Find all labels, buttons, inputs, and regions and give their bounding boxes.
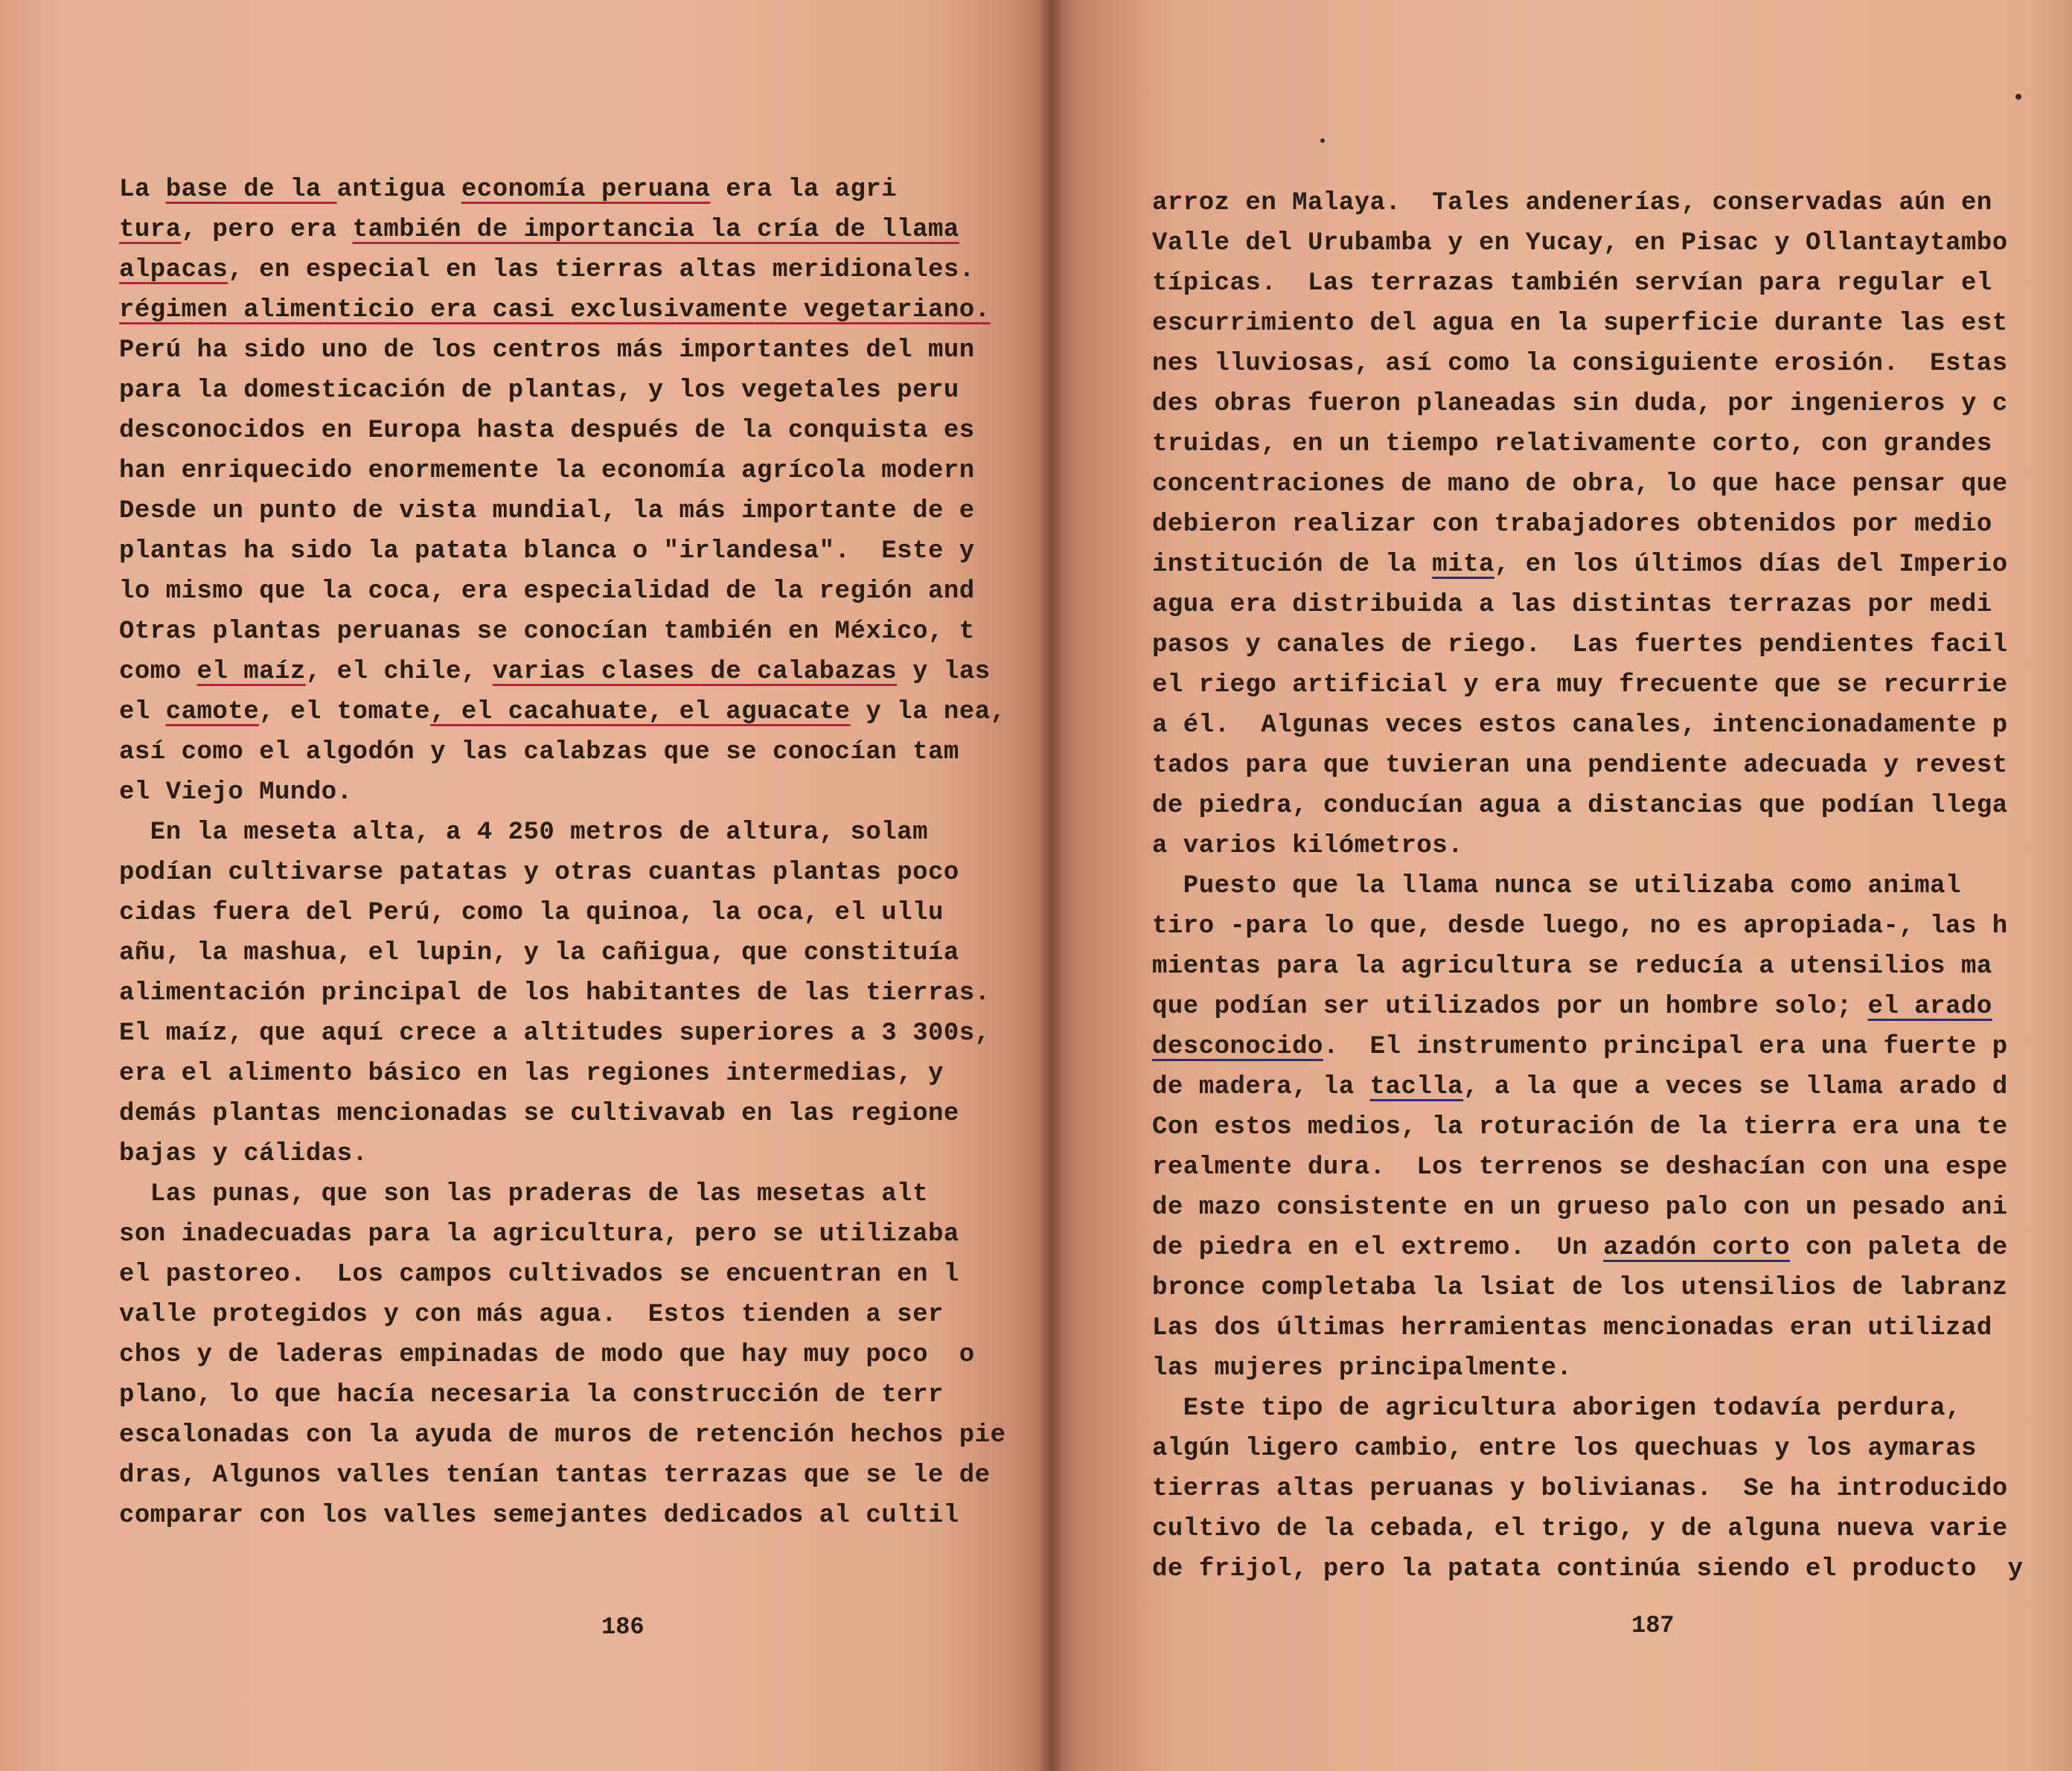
text-run: El maíz, que aquí crece a altitudes superiores a 3 300s,: [119, 1019, 991, 1048]
text-run: des obras fueron planeadas sin duda, por ingenieros y c: [1152, 390, 2008, 418]
text-run: el pastoreo. Los campos cultivados se encuentran en l: [119, 1261, 959, 1289]
text-line: [119, 652, 1035, 692]
text-line: [119, 973, 1035, 1013]
text-line: [119, 571, 1035, 612]
text-run: dras, Algunos valles tenían tantas terrazas que se le de: [119, 1461, 991, 1490]
text-line: [1152, 705, 2072, 746]
text-run: y la nea,: [850, 698, 1006, 726]
text-line: [1152, 344, 2072, 384]
text-line: [119, 933, 1035, 973]
text-line: [1152, 263, 2072, 304]
underlined-phrase: desconocido: [1152, 1033, 1323, 1061]
text-line: [1152, 786, 2072, 826]
underlined-phrase: mita: [1432, 551, 1494, 579]
text-line: [119, 1054, 1035, 1094]
text-run: agua era distribuida a las distintas terrazas por medi: [1152, 591, 1992, 619]
text-line: [1152, 987, 2072, 1027]
underlined-phrase: economía peruana: [461, 176, 711, 204]
text-run: algún ligero cambio, entre los quechuas y los aymaras: [1152, 1435, 1977, 1463]
text-run: que podían ser utilizados por un hombre solo;: [1152, 993, 1868, 1021]
text-line: [1152, 1188, 2072, 1228]
text-run: comparar con los valles semejantes dedicados al cultil: [119, 1502, 959, 1530]
text-line: [119, 451, 1035, 491]
underlined-phrase: también de importancia la cría de llama: [352, 216, 959, 244]
text-run: mientas para la agricultura se reducía a utensilios ma: [1152, 952, 1992, 981]
text-run: tiro -para lo que, desde luego, no es apropiada-, las h: [1152, 912, 2008, 941]
text-line: [119, 1174, 1035, 1214]
text-run: La: [119, 176, 166, 204]
text-run: Valle del Urubamba y en Yucay, en Pisac y Ollantaytambo: [1152, 229, 2008, 257]
text-line: [1152, 1228, 2072, 1268]
text-run: bronce completaba la lsiat de los utensilios de labranz: [1152, 1274, 2008, 1302]
text-run: concentraciones de mano de obra, lo que hace pensar que: [1152, 470, 2008, 499]
text-line: [1152, 625, 2072, 665]
text-run: lo mismo que la coca, era especialidad de la región and: [119, 577, 975, 606]
text-line: [1152, 1027, 2072, 1067]
text-run: el Viejo Mundo.: [119, 778, 353, 807]
text-run: arroz en Malaya. Tales andenerías, conservadas aún en: [1152, 189, 1992, 217]
underlined-phrase: varias clases de calabazas: [492, 658, 898, 686]
text-run: de mazo consistente en un grueso palo con un pesado ani: [1152, 1194, 2008, 1222]
text-line: [1152, 1389, 2072, 1429]
text-run: Las dos últimas herramientas mencionadas eran utilizad: [1152, 1314, 1992, 1342]
text-run: , el tomate: [259, 698, 431, 726]
text-line: [119, 531, 1035, 571]
text-run: pasos y canales de riego. Las fuertes pendientes facil: [1152, 631, 2008, 659]
text-run: de piedra en el extremo. Un: [1152, 1234, 1604, 1262]
text-line: [119, 411, 1035, 451]
text-line: [1152, 1107, 2072, 1147]
text-line: [1152, 665, 2072, 705]
text-run: escalonadas con la ayuda de muros de retención hechos pie: [119, 1421, 1006, 1450]
text-run: el riego artificial y era muy frecuente que se recurrie: [1152, 671, 2008, 699]
text-line: [119, 732, 1035, 772]
text-line: [1152, 826, 2072, 866]
text-line: [1152, 223, 2072, 263]
text-run: cidas fuera del Perú, como la quinoa, la oca, el ullu: [119, 899, 944, 927]
text-line: [1152, 1469, 2072, 1509]
text-run: cultivo de la cebada, el trigo, y de alguna nueva varie: [1152, 1515, 2008, 1543]
text-line: [119, 1455, 1035, 1496]
text-run: Otras plantas peruanas se conocían también en México, t: [119, 618, 975, 646]
ink-speck: [2015, 94, 2021, 100]
text-run: , el chile,: [305, 658, 493, 686]
text-line: [119, 1335, 1035, 1375]
text-line: [119, 210, 1035, 250]
text-line: [1152, 384, 2072, 424]
text-line: [1152, 906, 2072, 947]
underlined-phrase: el arado: [1867, 993, 1992, 1021]
text-run: , a la que a veces se llama arado d: [1463, 1073, 2008, 1101]
underlined-phrase: régimen alimenticio era casi exclusivamente vegetariano.: [119, 296, 991, 324]
text-run: En la meseta alta, a 4 250 metros de altura, solam: [119, 819, 928, 847]
text-line: [119, 813, 1035, 853]
text-run: y las: [897, 658, 991, 686]
text-run: como: [119, 658, 197, 686]
text-line: [119, 1013, 1035, 1054]
text-line: [119, 1214, 1035, 1255]
underlined-phrase: camote: [165, 698, 260, 726]
text-line: [119, 1496, 1035, 1536]
text-run: , en los últimos días del Imperio: [1494, 551, 2008, 579]
text-run: de frijol, pero la patata continúa siendo el producto y: [1152, 1555, 2024, 1583]
text-run: Perú ha sido uno de los centros más importantes del mun: [119, 336, 975, 365]
text-run: así como el algodón y las calabzas que se conocían tam: [119, 738, 959, 766]
text-run: antigua: [336, 176, 461, 204]
text-run: plano, lo que hacía necesaria la construcción de terr: [119, 1381, 944, 1409]
text-run: típicas. Las terrazas también servían para regular el: [1152, 269, 1992, 298]
text-run: de piedra, conducían agua a distancias que podían llega: [1152, 792, 2008, 820]
text-line: [1152, 424, 2072, 464]
text-line: [1152, 1268, 2072, 1308]
text-line: [1152, 746, 2072, 786]
text-line: [119, 330, 1035, 371]
text-run: plantas ha sido la patata blanca o "irlandesa". Este y: [119, 537, 975, 566]
right-page-number: 187: [1631, 1612, 1675, 1639]
text-line: [1152, 947, 2072, 987]
text-run: , en especial en las tierras altas meridionales.: [228, 256, 975, 284]
ink-speck: [1320, 138, 1325, 143]
text-run: truidas, en un tiempo relativamente corto, con grandes: [1152, 430, 1992, 458]
text-run: de madera, la: [1152, 1073, 1370, 1101]
text-line: [119, 170, 1035, 210]
text-line: [1152, 505, 2072, 545]
text-run: con paleta de: [1790, 1234, 2008, 1262]
text-line: [119, 250, 1035, 290]
text-line: [1152, 464, 2072, 505]
text-run: era el alimento básico en las regiones intermedias, y: [119, 1060, 944, 1088]
underlined-phrase: , el cacahuate, el aguacate: [430, 698, 851, 726]
text-line: [1152, 585, 2072, 625]
text-line: [119, 772, 1035, 813]
text-run: escurrimiento del agua en la superficie durante las est: [1152, 310, 2008, 338]
text-run: demás plantas mencionadas se cultivavab en las regione: [119, 1100, 959, 1128]
underlined-phrase: azadón corto: [1603, 1234, 1791, 1262]
text-line: [119, 1295, 1035, 1335]
text-line: [119, 692, 1035, 732]
right-page: [1051, 0, 2072, 1771]
text-run: alimentación principal de los habitantes de las tierras.: [119, 979, 991, 1008]
text-run: realmente dura. Los terrenos se deshacían con una espe: [1152, 1153, 2008, 1182]
text-line: [1152, 545, 2072, 585]
book-gutter: [1039, 0, 1063, 1771]
text-run: . El instrumento principal era una fuerte p: [1323, 1033, 2008, 1061]
text-line: [1152, 1509, 2072, 1549]
text-run: debieron realizar con trabajadores obtenidos por medio: [1152, 510, 1992, 539]
text-run: podían cultivarse patatas y otras cuantas plantas poco: [119, 859, 959, 887]
text-line: [119, 1415, 1035, 1455]
text-line: [119, 1255, 1035, 1295]
text-run: para la domesticación de plantas, y los vegetales peru: [119, 377, 959, 405]
underlined-phrase: tura: [119, 216, 182, 244]
left-page-number: 186: [601, 1613, 645, 1641]
text-line: [119, 290, 1035, 330]
text-run: Las punas, que son las praderas de las mesetas alt: [119, 1180, 928, 1208]
underlined-phrase: taclla: [1369, 1073, 1464, 1101]
text-run: añu, la mashua, el lupin, y la cañigua, que constituía: [119, 939, 959, 967]
text-run: Desde un punto de vista mundial, la más importante de e: [119, 497, 975, 525]
text-line: [1152, 304, 2072, 344]
underlined-phrase: alpacas: [119, 256, 228, 284]
text-line: [119, 1094, 1035, 1134]
text-run: son inadecuadas para la agricultura, pero se utilizaba: [119, 1220, 959, 1249]
left-page-body: [119, 170, 1035, 1536]
text-run: institución de la: [1152, 551, 1433, 579]
text-run: Con estos medios, la roturación de la tierra era una te: [1152, 1113, 2008, 1141]
text-run: a varios kilómetros.: [1152, 832, 1464, 860]
text-run: Este tipo de agricultura aborigen todavía perdura,: [1152, 1394, 1961, 1423]
text-line: [119, 893, 1035, 933]
text-line: [1152, 1348, 2072, 1389]
text-run: chos y de laderas empinadas de modo que hay muy poco o: [119, 1341, 975, 1369]
text-line: [1152, 866, 2072, 906]
text-line: [1152, 183, 2072, 223]
text-line: [119, 1375, 1035, 1415]
text-run: las mujeres principalmente.: [1152, 1354, 1573, 1383]
text-run: Puesto que la llama nunca se utilizaba como animal: [1152, 872, 1961, 900]
text-line: [119, 1134, 1035, 1174]
text-line: [119, 371, 1035, 411]
text-line: [1152, 1429, 2072, 1469]
text-line: [119, 853, 1035, 893]
underlined-phrase: base de la: [165, 176, 337, 204]
text-run: , pero era: [181, 216, 353, 244]
text-run: valle protegidos y con más agua. Estos tienden a ser: [119, 1301, 944, 1329]
text-run: tados para que tuvieran una pendiente adecuada y revest: [1152, 752, 2008, 780]
text-run: era la agri: [710, 176, 898, 204]
text-run: el: [119, 698, 166, 726]
text-run: nes lluviosas, así como la consiguiente erosión. Estas: [1152, 350, 2008, 378]
text-run: desconocidos en Europa hasta después de la conquista es: [119, 417, 975, 445]
text-line: [1152, 1067, 2072, 1107]
text-run: a él. Algunas veces estos canales, intencionadamente p: [1152, 711, 2008, 740]
text-line: [1152, 1308, 2072, 1348]
text-line: [119, 612, 1035, 652]
text-line: [1152, 1147, 2072, 1188]
text-run: han enriquecido enormemente la economía agrícola modern: [119, 457, 975, 485]
right-page-body: [1152, 183, 2072, 1589]
underlined-phrase: el maíz: [196, 658, 306, 686]
text-run: bajas y cálidas.: [119, 1140, 368, 1168]
text-run: tierras altas peruanas y bolivianas. Se ha introducido: [1152, 1475, 2008, 1503]
text-line: [1152, 1549, 2072, 1589]
text-line: [119, 491, 1035, 531]
